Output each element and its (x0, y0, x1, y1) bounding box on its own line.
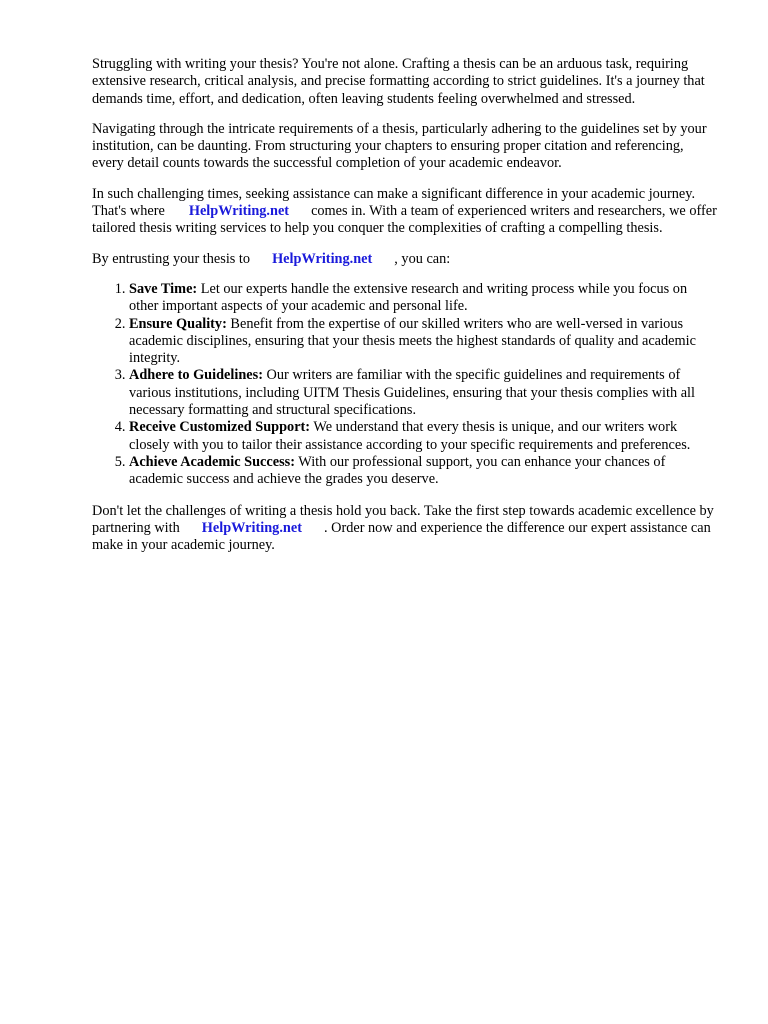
helpwriting-link[interactable]: HelpWriting.net (201, 519, 302, 536)
benefit-title: Achieve Academic Success: (129, 453, 295, 470)
benefit-title: Ensure Quality: (129, 315, 227, 332)
navigating-paragraph: Navigating through the intricate requirements of a thesis, particularly adhering to the guidelines set by your institution, can be daunting. From structuring your chapters to ensuring proper citation and referencing, every detail counts towards the successful completion of your academic endeavor. (92, 120, 707, 172)
helpwriting-link[interactable]: HelpWriting.net (188, 203, 290, 220)
closing-paragraph (92, 503, 718, 555)
entrust-text-before: By entrusting your thesis to (92, 250, 251, 267)
benefit-title: Adhere to Guidelines: (129, 367, 263, 384)
list-item (129, 419, 718, 454)
list-item (129, 281, 718, 316)
challenging-text-after: comes in. With a team of experienced writers and researchers, we offer tailored thesis writing services to help you conquer the complexities of crafting a compelling thesis. (92, 203, 717, 237)
helpwriting-link[interactable]: HelpWriting.net (272, 250, 373, 267)
entrust-text-after: , you can: (394, 250, 451, 267)
benefit-text: Let our experts handle the extensive research and writing process while you focus on other important aspects of your academic and personal life. (129, 280, 688, 315)
list-item (129, 316, 718, 368)
intro-paragraph: Struggling with writing your thesis? You're not alone. Crafting a thesis can be an arduous task, requiring extensive research, critical analysis, and precise formatting according to strict guidelines. It's a journey that demands time, effort, and dedication, often leaving students feeling overwhelmed and stressed. (92, 56, 705, 107)
entrust-paragraph (92, 251, 718, 268)
benefit-text: We understand that every thesis is unique, and our writers work closely with you to tailor their assistance according to your specific requirements and preferences. (129, 419, 691, 453)
benefit-text: Our writers are familiar with the specific guidelines and requirements of various institutions, including UITM Thesis Guidelines, ensuring that your thesis complies with all necessary formatting and structural specifications. (129, 367, 695, 419)
list-item (129, 367, 718, 419)
benefits-list (92, 281, 718, 489)
benefit-text: Benefit from the expertise of our skilled writers who are well-versed in various academic disciplines, ensuring that your thesis meets the highest standards of quality and academic integrity. (129, 315, 696, 367)
challenging-text-before: In such challenging times, seeking assistance can make a significant difference in your academic journey. That's where (92, 185, 696, 220)
challenging-paragraph (92, 186, 718, 238)
list-item (129, 454, 718, 489)
closing-text-after: . Order now and experience the difference our expert assistance can make in your academic journey. (92, 519, 711, 554)
closing-text-before: Don't let the challenges of writing a thesis hold you back. Take the first step towards academic excellence by partnering with (92, 502, 714, 536)
benefit-title: Save Time: (129, 280, 198, 297)
benefit-title: Receive Customized Support: (129, 419, 311, 436)
benefit-text: With our professional support, you can enhance your chances of academic success and achieve the grades you deserve. (129, 453, 666, 488)
